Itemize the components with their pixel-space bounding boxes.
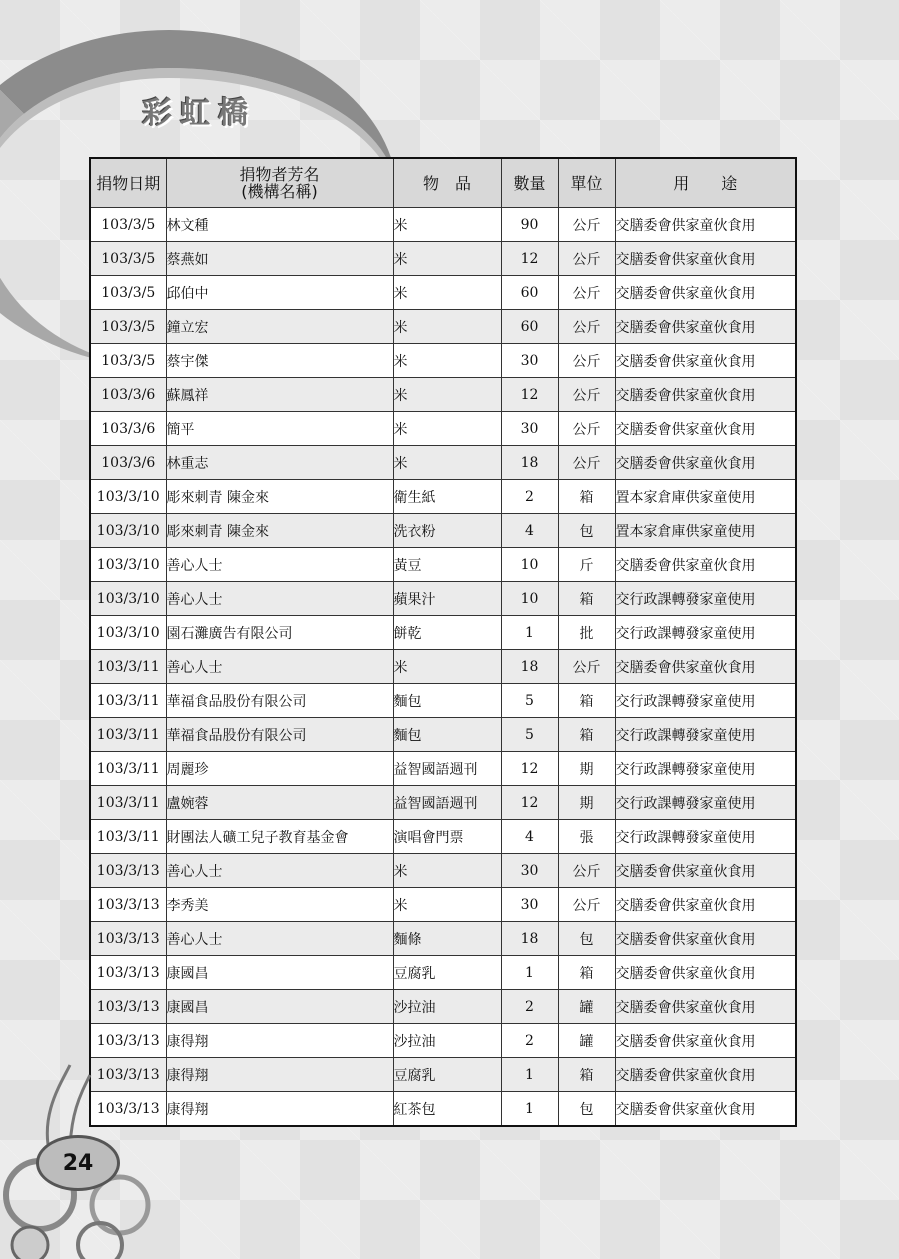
cell-unit: 箱	[558, 718, 615, 752]
cell-unit: 罐	[558, 990, 615, 1024]
cell-donor: 林重志	[166, 446, 393, 480]
cell-unit: 公斤	[558, 310, 615, 344]
cell-donor: 康得翔	[166, 1092, 393, 1127]
cell-unit: 公斤	[558, 242, 615, 276]
cell-date: 103/3/11	[90, 786, 166, 820]
cell-unit: 公斤	[558, 208, 615, 242]
cell-donor: 善心人士	[166, 582, 393, 616]
cell-use: 交膳委會供家童伙食用	[615, 888, 796, 922]
cell-use: 交行政課轉發家童使用	[615, 786, 796, 820]
cell-date: 103/3/5	[90, 344, 166, 378]
table-row	[90, 888, 796, 922]
cell-unit: 箱	[558, 582, 615, 616]
cell-donor: 蘇鳳祥	[166, 378, 393, 412]
table-row	[90, 718, 796, 752]
cell-item: 米	[393, 650, 501, 684]
cell-qty: 18	[501, 922, 558, 956]
cell-donor: 李秀美	[166, 888, 393, 922]
cell-use: 置本家倉庫供家童使用	[615, 480, 796, 514]
header-use: 用 途	[615, 158, 796, 208]
cell-donor: 財團法人礦工兒子教育基金會	[166, 820, 393, 854]
table-row	[90, 786, 796, 820]
cell-unit: 斤	[558, 548, 615, 582]
header-item: 物 品	[393, 158, 501, 208]
cell-unit: 公斤	[558, 344, 615, 378]
cell-qty: 30	[501, 344, 558, 378]
cell-date: 103/3/5	[90, 276, 166, 310]
cell-date: 103/3/6	[90, 412, 166, 446]
cell-use: 交膳委會供家童伙食用	[615, 1024, 796, 1058]
cell-item: 米	[393, 344, 501, 378]
table-row	[90, 412, 796, 446]
cell-donor: 康得翔	[166, 1024, 393, 1058]
cell-qty: 60	[501, 276, 558, 310]
cell-donor: 邱伯中	[166, 276, 393, 310]
table-row	[90, 820, 796, 854]
cell-donor: 林文種	[166, 208, 393, 242]
table-row	[90, 752, 796, 786]
cell-qty: 30	[501, 854, 558, 888]
cell-unit: 期	[558, 786, 615, 820]
cell-date: 103/3/6	[90, 446, 166, 480]
cell-unit: 公斤	[558, 650, 615, 684]
cell-qty: 10	[501, 582, 558, 616]
cell-date: 103/3/13	[90, 888, 166, 922]
table-row	[90, 344, 796, 378]
header-qty: 數量	[501, 158, 558, 208]
cell-unit: 公斤	[558, 888, 615, 922]
table-row	[90, 650, 796, 684]
table-row	[90, 480, 796, 514]
cell-unit: 箱	[558, 480, 615, 514]
cell-use: 交膳委會供家童伙食用	[615, 446, 796, 480]
cell-unit: 包	[558, 1092, 615, 1127]
cell-donor: 彫來刺青 陳金來	[166, 480, 393, 514]
cell-use: 交行政課轉發家童使用	[615, 820, 796, 854]
cell-qty: 90	[501, 208, 558, 242]
page-number-badge: 24	[36, 1135, 120, 1191]
cell-unit: 公斤	[558, 412, 615, 446]
cell-qty: 12	[501, 752, 558, 786]
cell-date: 103/3/10	[90, 514, 166, 548]
cell-item: 米	[393, 310, 501, 344]
cell-qty: 18	[501, 446, 558, 480]
cell-use: 交膳委會供家童伙食用	[615, 854, 796, 888]
cell-unit: 張	[558, 820, 615, 854]
cell-qty: 10	[501, 548, 558, 582]
header-unit: 單位	[558, 158, 615, 208]
cell-donor: 彫來刺青 陳金來	[166, 514, 393, 548]
cell-qty: 60	[501, 310, 558, 344]
cell-item: 豆腐乳	[393, 956, 501, 990]
table-row	[90, 310, 796, 344]
cell-use: 交膳委會供家童伙食用	[615, 1092, 796, 1127]
cell-qty: 4	[501, 514, 558, 548]
cell-donor: 善心人士	[166, 854, 393, 888]
cell-item: 益智國語週刊	[393, 786, 501, 820]
cell-item: 黃豆	[393, 548, 501, 582]
cell-qty: 12	[501, 786, 558, 820]
cell-use: 交膳委會供家童伙食用	[615, 956, 796, 990]
table-row	[90, 582, 796, 616]
cell-item: 豆腐乳	[393, 1058, 501, 1092]
cell-date: 103/3/13	[90, 956, 166, 990]
cell-use: 交膳委會供家童伙食用	[615, 650, 796, 684]
cell-unit: 箱	[558, 1058, 615, 1092]
cell-donor: 周麗珍	[166, 752, 393, 786]
cell-item: 蘋果汁	[393, 582, 501, 616]
table-header-row	[90, 158, 796, 208]
cell-unit: 批	[558, 616, 615, 650]
cell-use: 交膳委會供家童伙食用	[615, 922, 796, 956]
cell-unit: 公斤	[558, 854, 615, 888]
cell-date: 103/3/11	[90, 718, 166, 752]
table-row	[90, 616, 796, 650]
cell-date: 103/3/13	[90, 1058, 166, 1092]
table-row	[90, 990, 796, 1024]
cell-item: 米	[393, 412, 501, 446]
cell-unit: 箱	[558, 684, 615, 718]
donation-table	[89, 157, 797, 1127]
cell-unit: 箱	[558, 956, 615, 990]
cell-donor: 簡平	[166, 412, 393, 446]
cell-unit: 包	[558, 922, 615, 956]
cell-use: 交行政課轉發家童使用	[615, 582, 796, 616]
cell-item: 米	[393, 276, 501, 310]
cell-item: 沙拉油	[393, 990, 501, 1024]
cell-donor: 康國昌	[166, 956, 393, 990]
cell-date: 103/3/13	[90, 1092, 166, 1127]
cell-donor: 蔡宇傑	[166, 344, 393, 378]
cell-item: 沙拉油	[393, 1024, 501, 1058]
cell-date: 103/3/5	[90, 310, 166, 344]
cell-use: 交膳委會供家童伙食用	[615, 208, 796, 242]
cell-date: 103/3/5	[90, 208, 166, 242]
table-row	[90, 242, 796, 276]
header-donor	[166, 158, 393, 208]
header-date: 捐物日期	[90, 158, 166, 208]
table-row	[90, 276, 796, 310]
cell-use: 交膳委會供家童伙食用	[615, 1058, 796, 1092]
cell-qty: 2	[501, 990, 558, 1024]
cell-date: 103/3/11	[90, 752, 166, 786]
cell-use: 交行政課轉發家童使用	[615, 616, 796, 650]
cell-use: 置本家倉庫供家童使用	[615, 514, 796, 548]
cell-item: 演唱會門票	[393, 820, 501, 854]
cell-qty: 30	[501, 888, 558, 922]
cell-qty: 2	[501, 1024, 558, 1058]
cell-unit: 公斤	[558, 378, 615, 412]
cell-unit: 期	[558, 752, 615, 786]
cell-item: 米	[393, 208, 501, 242]
cell-item: 麵條	[393, 922, 501, 956]
cell-donor: 善心人士	[166, 548, 393, 582]
cell-donor: 華福食品股份有限公司	[166, 684, 393, 718]
cell-unit: 公斤	[558, 276, 615, 310]
cell-item: 洗衣粉	[393, 514, 501, 548]
page-header-title: 彩虹橋	[142, 96, 256, 131]
cell-unit: 公斤	[558, 446, 615, 480]
cell-donor: 康國昌	[166, 990, 393, 1024]
cell-item: 衛生紙	[393, 480, 501, 514]
cell-qty: 12	[501, 242, 558, 276]
cell-use: 交膳委會供家童伙食用	[615, 378, 796, 412]
cell-date: 103/3/10	[90, 582, 166, 616]
cell-use: 交膳委會供家童伙食用	[615, 310, 796, 344]
cell-date: 103/3/11	[90, 650, 166, 684]
cell-item: 餅乾	[393, 616, 501, 650]
cell-donor: 鐘立宏	[166, 310, 393, 344]
cell-item: 米	[393, 242, 501, 276]
table-row	[90, 922, 796, 956]
cell-donor: 善心人士	[166, 922, 393, 956]
cell-use: 交膳委會供家童伙食用	[615, 548, 796, 582]
cell-unit: 包	[558, 514, 615, 548]
header-donor-line2: (機構名稱)	[241, 182, 318, 201]
cell-date: 103/3/10	[90, 548, 166, 582]
cell-item: 米	[393, 854, 501, 888]
cell-qty: 1	[501, 1058, 558, 1092]
cell-use: 交膳委會供家童伙食用	[615, 276, 796, 310]
cell-use: 交膳委會供家童伙食用	[615, 344, 796, 378]
cell-qty: 30	[501, 412, 558, 446]
cell-qty: 12	[501, 378, 558, 412]
table-row	[90, 684, 796, 718]
cell-qty: 18	[501, 650, 558, 684]
cell-item: 麵包	[393, 684, 501, 718]
cell-item: 米	[393, 888, 501, 922]
cell-qty: 2	[501, 480, 558, 514]
cell-use: 交膳委會供家童伙食用	[615, 242, 796, 276]
cell-use: 交行政課轉發家童使用	[615, 752, 796, 786]
table-row	[90, 514, 796, 548]
cell-item: 米	[393, 446, 501, 480]
cell-date: 103/3/10	[90, 616, 166, 650]
cell-date: 103/3/11	[90, 684, 166, 718]
cell-donor: 康得翔	[166, 1058, 393, 1092]
cell-date: 103/3/5	[90, 242, 166, 276]
cell-date: 103/3/13	[90, 1024, 166, 1058]
cell-use: 交行政課轉發家童使用	[615, 718, 796, 752]
cell-date: 103/3/13	[90, 990, 166, 1024]
table-row	[90, 208, 796, 242]
table-row	[90, 446, 796, 480]
cell-date: 103/3/11	[90, 820, 166, 854]
cell-item: 紅茶包	[393, 1092, 501, 1127]
cell-donor: 善心人士	[166, 650, 393, 684]
table-row	[90, 854, 796, 888]
cell-use: 交膳委會供家童伙食用	[615, 990, 796, 1024]
cell-donor: 華福食品股份有限公司	[166, 718, 393, 752]
cell-qty: 5	[501, 684, 558, 718]
cell-qty: 1	[501, 616, 558, 650]
table-row	[90, 956, 796, 990]
cell-use: 交膳委會供家童伙食用	[615, 412, 796, 446]
cell-use: 交行政課轉發家童使用	[615, 684, 796, 718]
cell-donor: 園石灘廣告有限公司	[166, 616, 393, 650]
cell-qty: 1	[501, 956, 558, 990]
table-body	[90, 208, 796, 1127]
cell-item: 益智國語週刊	[393, 752, 501, 786]
cell-unit: 罐	[558, 1024, 615, 1058]
cell-date: 103/3/10	[90, 480, 166, 514]
table-row	[90, 378, 796, 412]
cell-date: 103/3/6	[90, 378, 166, 412]
cell-qty: 4	[501, 820, 558, 854]
header-donor-line1: 捐物者芳名	[239, 165, 320, 184]
cell-donor: 盧婉蓉	[166, 786, 393, 820]
cell-donor: 蔡燕如	[166, 242, 393, 276]
cell-qty: 1	[501, 1092, 558, 1127]
table-row	[90, 548, 796, 582]
cell-date: 103/3/13	[90, 922, 166, 956]
cell-item: 米	[393, 378, 501, 412]
cell-date: 103/3/13	[90, 854, 166, 888]
cell-qty: 5	[501, 718, 558, 752]
cell-item: 麵包	[393, 718, 501, 752]
